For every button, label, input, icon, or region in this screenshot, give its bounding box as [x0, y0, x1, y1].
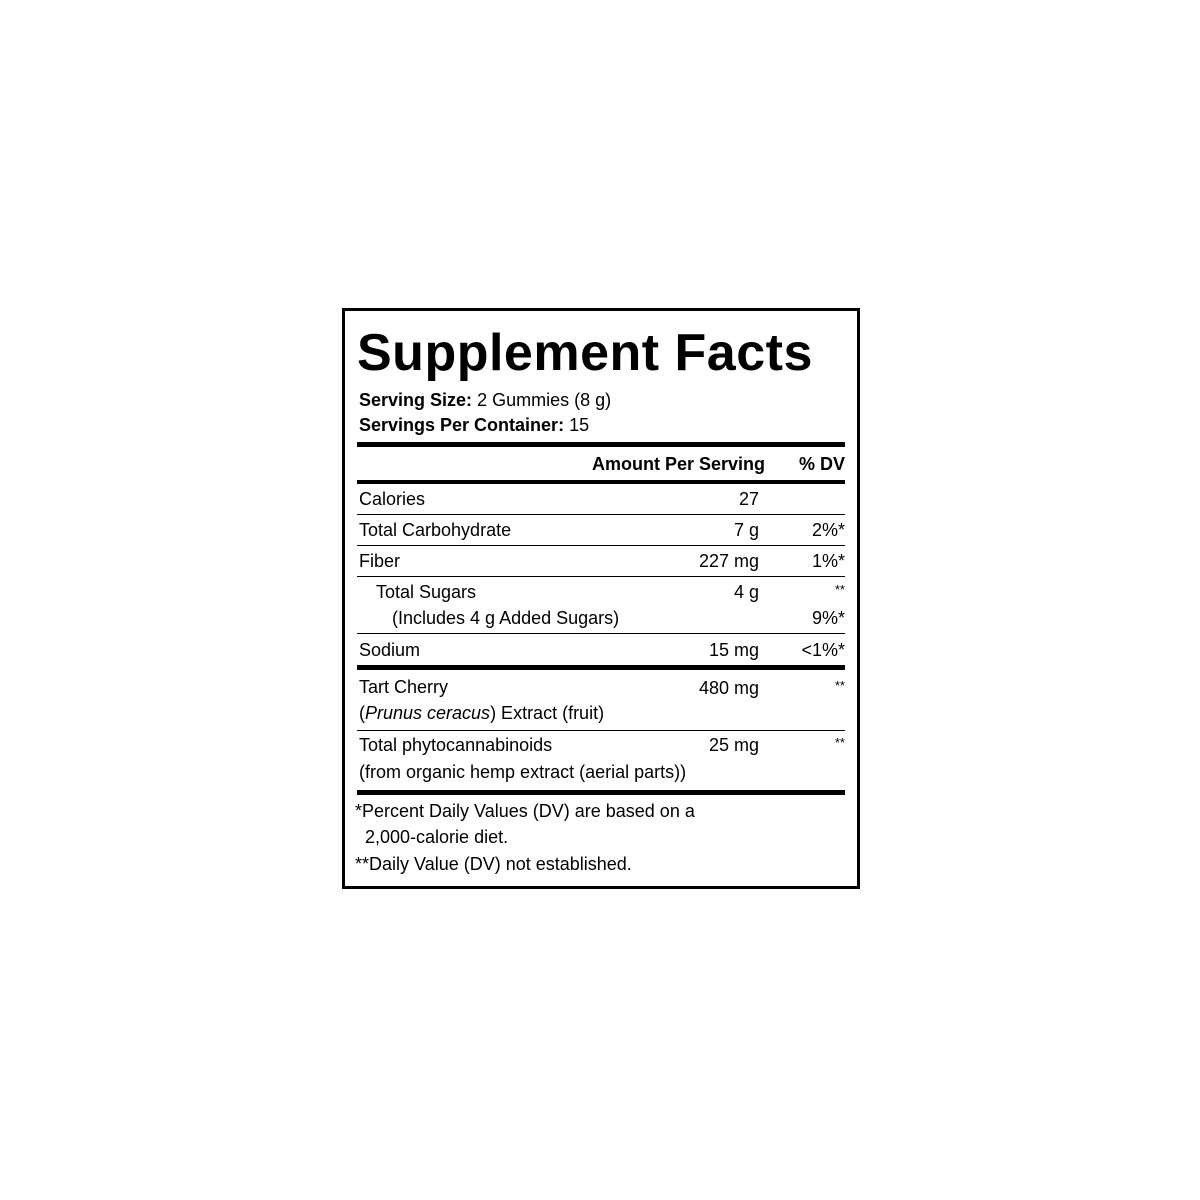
amount-per-serving-header: Amount Per Serving [591, 454, 765, 474]
header-divider [357, 480, 845, 484]
row-dv-sodium: <1%* [801, 640, 845, 660]
ingredient-source-prefix: ( [359, 703, 365, 723]
row-name-sodium: Sodium [359, 640, 421, 660]
dv-header: % DV [798, 454, 845, 474]
serving-size-label: Serving Size: [359, 390, 473, 410]
serving-size-value: 2 Gummies (8 g) [477, 390, 612, 410]
row-dv-fiber: 1%* [811, 551, 845, 571]
row-amount-total-sugars: 4 g [733, 582, 759, 602]
row-amount-calories: 27 [738, 489, 759, 509]
row-amount-fiber: 227 mg [698, 551, 759, 571]
supplement-facts-panel [342, 308, 860, 889]
row-dv-total-sugars: ** [834, 582, 845, 597]
thick-divider [357, 790, 845, 795]
ingredient-source-tart-cherry [359, 702, 604, 724]
ingredient-source-suffix: ) Extract (fruit) [490, 703, 605, 723]
row-name-fiber: Fiber [359, 551, 401, 571]
serving-size [359, 389, 611, 411]
row-amount-total-carbohydrate: 7 g [733, 520, 759, 540]
row-dv-total-carbohydrate: 2%* [811, 520, 845, 540]
servings-per-container [359, 414, 589, 436]
row-name-total-carbohydrate: Total Carbohydrate [359, 520, 512, 540]
row-divider [357, 514, 845, 515]
row-name-calories: Calories [359, 489, 426, 509]
footnote-calorie-diet: 2,000-calorie diet. [365, 827, 509, 847]
row-dv-added-sugars: 9%* [811, 608, 845, 628]
ingredient-amount-tart-cherry: 480 mg [698, 678, 759, 698]
ingredient-dv-tart-cherry: ** [834, 678, 845, 693]
footnote-dv-not-established: **Daily Value (DV) not established. [355, 854, 632, 874]
ingredient-source-phytocannabinoids: (from organic hemp extract (aerial parts)) [359, 762, 687, 782]
servings-per-container-label: Servings Per Container: [359, 415, 565, 435]
row-amount-sodium: 15 mg [708, 640, 759, 660]
ingredient-name-tart-cherry: Tart Cherry [359, 677, 449, 697]
row-divider [357, 730, 845, 731]
footnote-dv-basis: *Percent Daily Values (DV) are based on a [355, 801, 695, 821]
thick-divider [357, 442, 845, 447]
ingredient-name-phytocannabinoids: Total phytocannabinoids [359, 735, 553, 755]
row-divider [357, 545, 845, 546]
row-name-total-sugars: Total Sugars [376, 582, 477, 602]
ingredient-dv-phytocannabinoids: ** [834, 735, 845, 750]
ingredient-source-latin: Prunus ceracus [365, 703, 491, 723]
ingredient-amount-phytocannabinoids: 25 mg [708, 735, 759, 755]
row-name-added-sugars: (Includes 4 g Added Sugars) [392, 608, 620, 628]
supplement-facts-inner [357, 311, 845, 886]
row-divider [357, 633, 845, 634]
thick-divider [357, 665, 845, 670]
panel-title: Supplement Facts [357, 324, 813, 382]
row-divider [357, 576, 845, 577]
servings-per-container-value: 15 [569, 415, 590, 435]
